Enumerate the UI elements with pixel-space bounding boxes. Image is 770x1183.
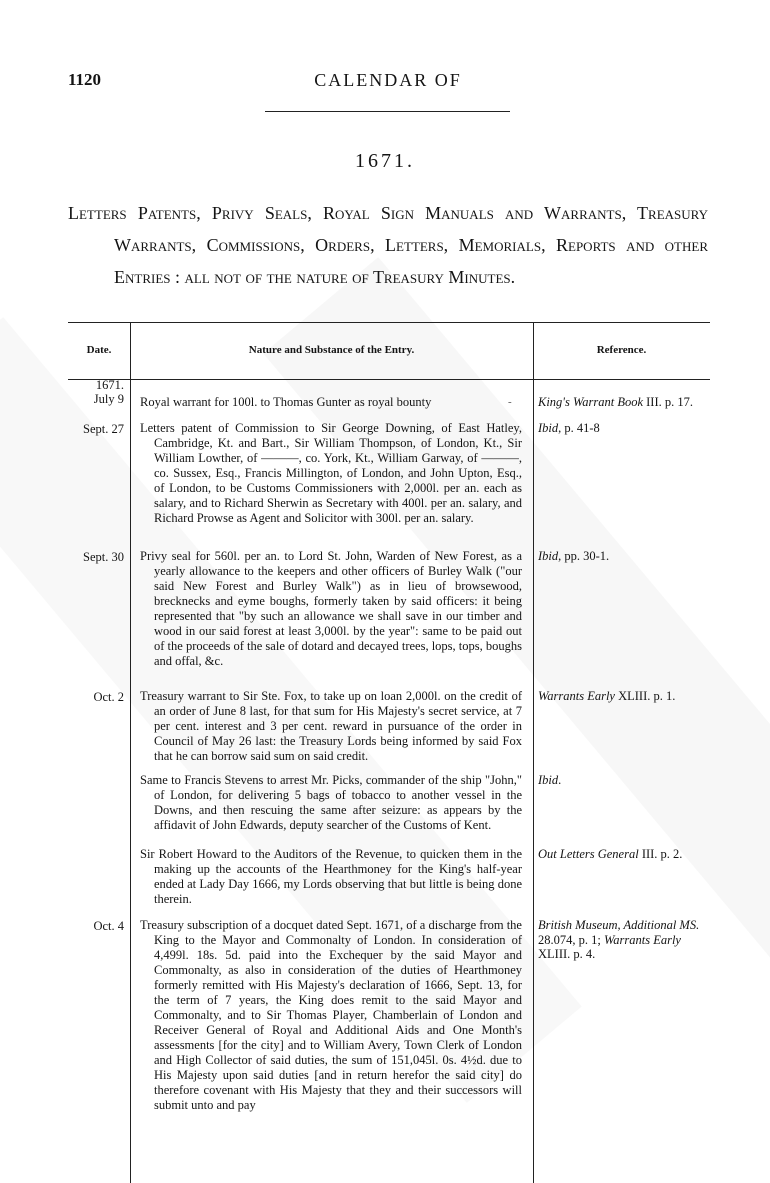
reference-location: III. p. 17. — [643, 395, 693, 409]
reference-source: King's Warrant Book — [538, 395, 643, 409]
entry-text: Letters patent of Commission to Sir George Downing, of East Hatley, Cambridge, Kt. and Bart., Sir William Thompson, of London, Kt., Sir William Lowther, of ———, co. York, Kt., William Garway, of ———, co. Sussex, Esq., Francis Millington, of London, and John Upton, Esq., of London, to be Customs Commissioners with 2,000l. per an. each as salary, and to Richard Sherwin as Secretary with 400l. per an. salary, and Richard Prowse as Agent and Solicitor with 300l. per an. salary. — [140, 421, 522, 525]
entry-reference — [538, 847, 706, 862]
reference-source: Out Letters General — [538, 847, 639, 861]
section-heading: Letters Patents, Privy Seals, Royal Sign Manuals and Warrants, Treasury Warrants, Commissions, Orders, Letters, Memorials, Reports and other Entries : all not of the nature of Treasury Minutes. — [68, 203, 708, 287]
reference-location: 28.074, p. 1; — [538, 932, 604, 947]
reference-source: Ibid — [538, 773, 559, 787]
reference-source: Warrants Early — [538, 689, 615, 703]
running-title: CALENDAR OF — [314, 70, 462, 90]
entry-date: Sept. 27 — [83, 422, 124, 436]
reference-location: . — [558, 773, 562, 787]
entry-reference — [538, 773, 706, 788]
entry-reference — [538, 395, 706, 410]
entry-text: Sir Robert Howard to the Auditors of the Revenue, to quicken them in the making up the accounts of the Hearthmoney for the King's half-year ended at Lady Day 1666, my Lords observing that but little is being done therein. — [140, 847, 522, 906]
header-rule — [265, 111, 510, 112]
entry-reference — [538, 918, 706, 962]
column-divider — [130, 322, 131, 1183]
entry-text: Treasury subscription of a docquet dated Sept. 1671, of a discharge from the King to the Mayor and Commonalty of London. In consideration of 4,499l. 18s. 5d. paid into the Exchequer by the said Mayor and Commonalty, as also in consideration of the duties of Hearthmoney formerly remitted with His Majesty's declaration of 1666, Sept. 13, for the term of 7 years, the King does remit to the said Mayor and Commonalty, and to Sir Thomas Player, Chamberlain of London and Receiver General of Royal and Additional Aids and One Month's assessments [for the city] and to William Avery, Town Clerk of London and High Collector of said duties, the sum of 151,045l. 0s. 4½d. due to His Majesty upon said duties [and in return herefor the said city] do therefore covenant with His Majesty that they and their successors will submit unto and pay — [140, 918, 522, 1112]
entry-date: 1671. July 9 — [93, 378, 124, 406]
entry-text: Privy seal for 560l. per an. to Lord St. John, Warden of New Forest, as a yearly allowance to the keepers and other officers of Burley Walk ("our said New Forest and Burley Walk") as in lieu of browsewood, brecknecks and eyme boughs, formerly taken by said officers: it being represented that "by such an allowance we shall save in our timber and wood in our said forest at least 3,000l. by the year": same to be paid out of the proceeds of the sale of dotard and decayed trees, lops, tops, boughs and offal, &c. — [140, 549, 522, 668]
entries-table — [68, 322, 710, 1183]
reference-location: III. p. 2. — [638, 847, 683, 861]
entry-reference — [538, 549, 706, 564]
entry-date: Oct. 2 — [93, 690, 124, 704]
entry-reference — [538, 689, 706, 704]
page-number: 1120 — [68, 70, 102, 89]
reference-source: Warrants Early — [603, 932, 681, 947]
reference-location: , pp. 30-1. — [558, 549, 610, 563]
reference-source: Ibid — [538, 421, 559, 435]
reference-location: , p. 41-8 — [558, 421, 600, 435]
table-top-rule — [68, 322, 710, 323]
reference-location: XLIII. p. 4. — [538, 947, 596, 961]
entry-text: Treasury warrant to Sir Ste. Fox, to take up on loan 2,000l. on the credit of an order of June 8 last, for that sum for His Majesty's secret service, at 7 per cent. interest and 3 per cent. reward in pursuance of the order in Council of May 26 last: the Treasury Lords being informed by said Fox that he can borrow said sum on said credit. — [140, 689, 522, 763]
table-header-rule — [68, 379, 710, 380]
entry-text: Royal warrant for 100l. to Thomas Gunter as royal bounty — [140, 395, 432, 409]
entry-reference — [538, 421, 706, 436]
reference-source: British Museum, Additional MS. — [538, 918, 700, 932]
column-header-date: Date. — [86, 344, 112, 356]
reference-location: XLIII. p. 1. — [614, 689, 676, 703]
entry-date: Oct. 4 — [93, 919, 124, 933]
column-header-entry: Nature and Substance of the Entry. — [248, 344, 415, 356]
column-divider — [533, 322, 534, 1183]
column-header-reference: Reference. — [596, 344, 647, 356]
leader-dots: - — [508, 396, 512, 408]
page-header — [68, 70, 708, 94]
entry-date: Sept. 30 — [83, 550, 124, 564]
entry-text: Same to Francis Stevens to arrest Mr. Picks, commander of the ship "John," of London, for delivering 5 bags of tobacco to another vessel in the Downs, and then rescuing the same after seizure: as appears by the affidavit of John Edwards, deputy searcher of the Customs of Kent. — [140, 773, 522, 832]
reference-source: Ibid — [538, 549, 559, 563]
year-heading: 1671. — [355, 150, 415, 172]
